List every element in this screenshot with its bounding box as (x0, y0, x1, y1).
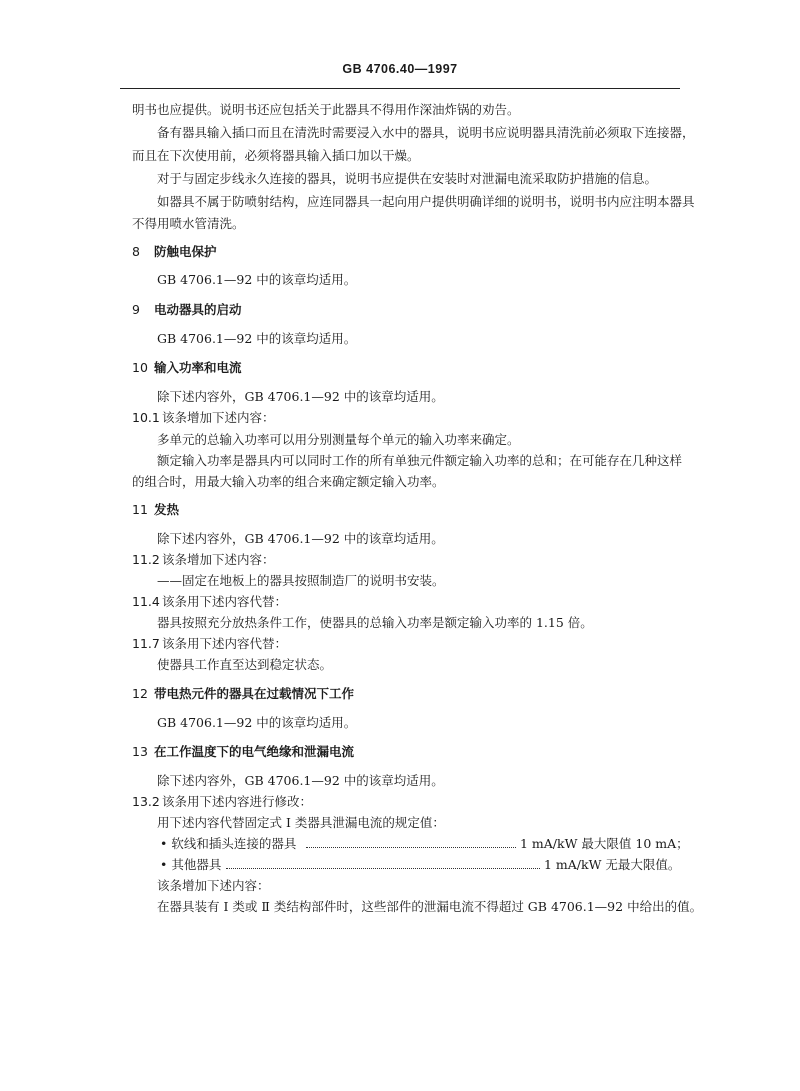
section-title: 在工作温度下的电气绝缘和泄漏电流 (154, 744, 355, 759)
section-title: 电动器具的启动 (154, 302, 242, 317)
intro-line-1: 明书也应提供。说明书还应包括关于此器具不得用作深油炸锅的劝告。 (132, 102, 520, 117)
section-10-heading (132, 360, 242, 376)
clause-title: 该条用下述内容代替： (162, 636, 288, 651)
clause-13-2-p1: 用下述内容代替固定式 I 类器具泄漏电流的规定值： (157, 815, 445, 830)
clause-title: 该条用下述内容进行修改： (162, 794, 313, 809)
clause-11-2 (132, 552, 275, 568)
intro-line-6: 不得用喷水管清洗。 (132, 216, 245, 231)
section-8-text: GB 4706.1—92 中的该章均适用。 (157, 272, 357, 287)
section-12-heading (132, 686, 354, 702)
clause-title: 该条增加下述内容： (162, 410, 275, 425)
clause-11-7 (132, 636, 287, 652)
clause-11-4-p: 器具按照充分放热条件工作，使器具的总输入功率是额定输入功率的 1.15 倍。 (157, 615, 593, 630)
clause-10-1 (132, 410, 275, 426)
section-title: 防触电保护 (154, 244, 217, 259)
page-header: GB 4706.40—1997 (342, 62, 458, 76)
intro-line-3: 而且在下次使用前，必须将器具输入插口加以干燥。 (132, 148, 420, 163)
clause-11-7-p: 使器具工作直至达到稳定状态。 (157, 657, 333, 672)
clause-number: 11.2 (132, 552, 160, 567)
clause-number: 13.2 (132, 794, 160, 809)
clause-13-2 (132, 794, 312, 810)
section-number: 11 (132, 502, 148, 517)
clause-11-4 (132, 594, 287, 610)
section-10-text: 除下述内容外，GB 4706.1—92 中的该章均适用。 (157, 389, 444, 404)
clause-title: 该条增加下述内容： (162, 552, 275, 567)
section-number: 10 (132, 360, 148, 375)
clause-10-1-p2b: 的组合时，用最大输入功率的组合来确定额定输入功率。 (132, 474, 445, 489)
list-item-other-value: 1 mA/kW 无最大限值。 (544, 857, 681, 872)
intro-line-2: 备有器具输入插口而且在清洗时需要浸入水中的器具，说明书应说明器具清洗前必须取下连接器， (157, 125, 695, 140)
clause-13-2-p3: 在器具装有 I 类或 Ⅱ 类结构部件时，这些部件的泄漏电流不得超过 GB 4706.1—92 中给出的值。 (157, 899, 703, 914)
clause-number: 10.1 (132, 410, 160, 425)
section-number: 12 (132, 686, 148, 701)
intro-line-5: 如器具不属于防喷射结构，应连同器具一起向用户提供明确详细的说明书，说明书内应注明本器具 (157, 194, 695, 209)
intro-line-4: 对于与固定步线永久连接的器具，说明书应提供在安装时对泄漏电流采取防护措施的信息。 (157, 171, 658, 186)
section-title: 输入功率和电流 (154, 360, 242, 375)
section-number: 9 (132, 302, 140, 317)
dot-leader (226, 868, 540, 869)
list-item-cord-value: 1 mA/kW 最大限值 10 mA； (520, 836, 689, 851)
section-13-text: 除下述内容外，GB 4706.1—92 中的该章均适用。 (157, 773, 444, 788)
section-number: 13 (132, 744, 148, 759)
list-item-other-appliances: • 其他器具 (160, 857, 222, 872)
section-11-heading (132, 502, 179, 518)
section-9-heading (132, 302, 242, 318)
clause-10-1-p2a: 额定输入功率是器具内可以同时工作的所有单独元件额定输入功率的总和；在可能存在几种这样 (157, 453, 683, 468)
header-rule (120, 88, 680, 89)
list-item-cord-appliances: • 软线和插头连接的器具 (160, 836, 297, 851)
section-8-heading (132, 244, 217, 260)
clause-number: 11.4 (132, 594, 160, 609)
section-12-text: GB 4706.1—92 中的该章均适用。 (157, 715, 357, 730)
section-title: 带电热元件的器具在过载情况下工作 (154, 686, 355, 701)
section-13-heading (132, 744, 354, 760)
section-number: 8 (132, 244, 140, 259)
clause-title: 该条用下述内容代替： (162, 594, 288, 609)
dot-leader (306, 847, 516, 848)
section-title: 发热 (154, 502, 180, 517)
clause-10-1-p1: 多单元的总输入功率可以用分别测量每个单元的输入功率来确定。 (157, 432, 520, 447)
clause-number: 11.7 (132, 636, 160, 651)
clause-13-2-p2: 该条增加下述内容： (157, 878, 270, 893)
section-9-text: GB 4706.1—92 中的该章均适用。 (157, 331, 357, 346)
clause-11-2-p: ——固定在地板上的器具按照制造厂的说明书安装。 (157, 573, 445, 588)
section-11-text: 除下述内容外，GB 4706.1—92 中的该章均适用。 (157, 531, 444, 546)
